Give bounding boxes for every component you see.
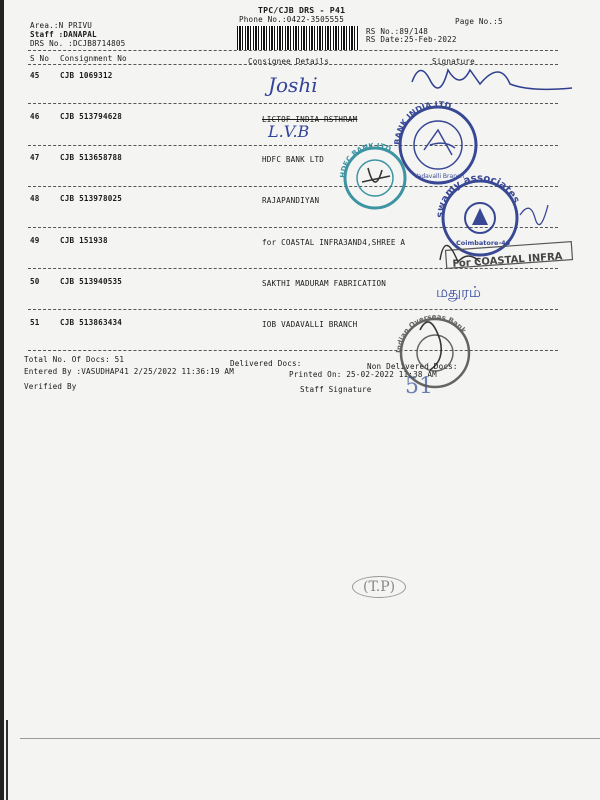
col-consignee-details: Consignee Details [248,57,330,66]
row-consignee: for COASTAL INFRA3AND4,SHREE A [262,238,406,247]
coastal-stamp-text: For COASTAL INFRA [452,251,563,270]
row-sno: 50 [30,277,40,286]
signature-scribble [412,70,572,89]
page-bottom-line [20,738,600,739]
rs-date: RS Date:25-Feb-2022 [366,35,457,44]
handwritten-tamil: மதுரம் [436,283,481,301]
row-sno: 48 [30,194,40,203]
staff-signature-label: Staff Signature [300,385,372,394]
row-consignment: CJB 513978025 [60,194,123,203]
drs-number: DRS No. :DCJB8714805 [30,39,126,48]
verified-by: Verified By [24,382,77,391]
page-mark: (T.P) [352,576,406,598]
svg-text:HDFC BANK LTD [339,142,393,178]
handwritten-count: 51 [405,374,433,399]
row-consignment: CJB 1069312 [60,71,113,80]
page-number: Page No.:5 [455,17,503,26]
swamy-stamp-city: Coimbatore-46 [456,239,511,247]
row-sno: 45 [30,71,40,80]
swamy-stamp-text: swamy associates [434,172,522,219]
hdfc-stamp-text: HDFC BANK LTD [338,141,393,179]
document-title: TPC/CJB DRS - P41 [258,5,346,15]
hdfc-stamp [339,142,405,208]
printed-on: Printed On: 25-02-2022 11:38 AM [289,370,437,379]
swamy-stamp [435,173,548,255]
iob-stamp-text: Indian Overseas Bank [394,312,468,354]
col-consignment: Consignment No [60,54,127,63]
row-consignee: HDFC BANK LTD [262,155,325,164]
bank-stamp-branch: Vadavalli Branch [414,173,465,180]
iob-stamp [395,313,469,387]
non-delivered-docs: Non Delivered Docs: [367,362,458,371]
bank-stamp-text: BANK INDIA LTD [392,99,453,146]
entered-by: Entered By :VASUDHAP41 2/25/2022 11:36:19 AM [24,367,234,376]
row-consignee: IOB VADAVALLI BRANCH [262,320,358,329]
row-consignee: LICTOF INDIA RSTHRAM [262,115,358,124]
row-consignment: CJB 513863434 [60,318,123,327]
col-sno: S No [30,54,50,63]
handwritten-name: Joshi [268,73,318,97]
col-signature: Signature [432,57,475,66]
row-sno: 47 [30,153,40,162]
area-label: Area.:N PRIVU [30,21,93,30]
row-consignment: CJB 513794628 [60,112,123,121]
rs-number: RS No.:89/148 [366,27,429,36]
row-consignment: CJB 151938 [60,236,108,245]
row-consignment: CJB 513658788 [60,153,123,162]
total-docs: Total No. Of Docs: 51 [24,355,125,364]
handwritten-initials: L.V.B [268,122,310,141]
signature-scribble [520,205,548,225]
row-consignment: CJB 513940535 [60,277,123,286]
phone-number: Phone No.:0422-3505555 [239,15,344,24]
row-sno: 51 [30,318,40,327]
row-consignee: RAJAPANDIYAN [262,196,320,205]
row-sno: 46 [30,112,40,121]
staff-label: Staff :DANAPAL [30,30,97,39]
svg-text:Indian Overseas Bank [395,313,468,353]
delivered-docs: Delivered Docs: [230,359,302,368]
row-sno: 49 [30,236,40,245]
row-consignee: SAKTHI MADURAM FABRICATION [262,279,387,288]
